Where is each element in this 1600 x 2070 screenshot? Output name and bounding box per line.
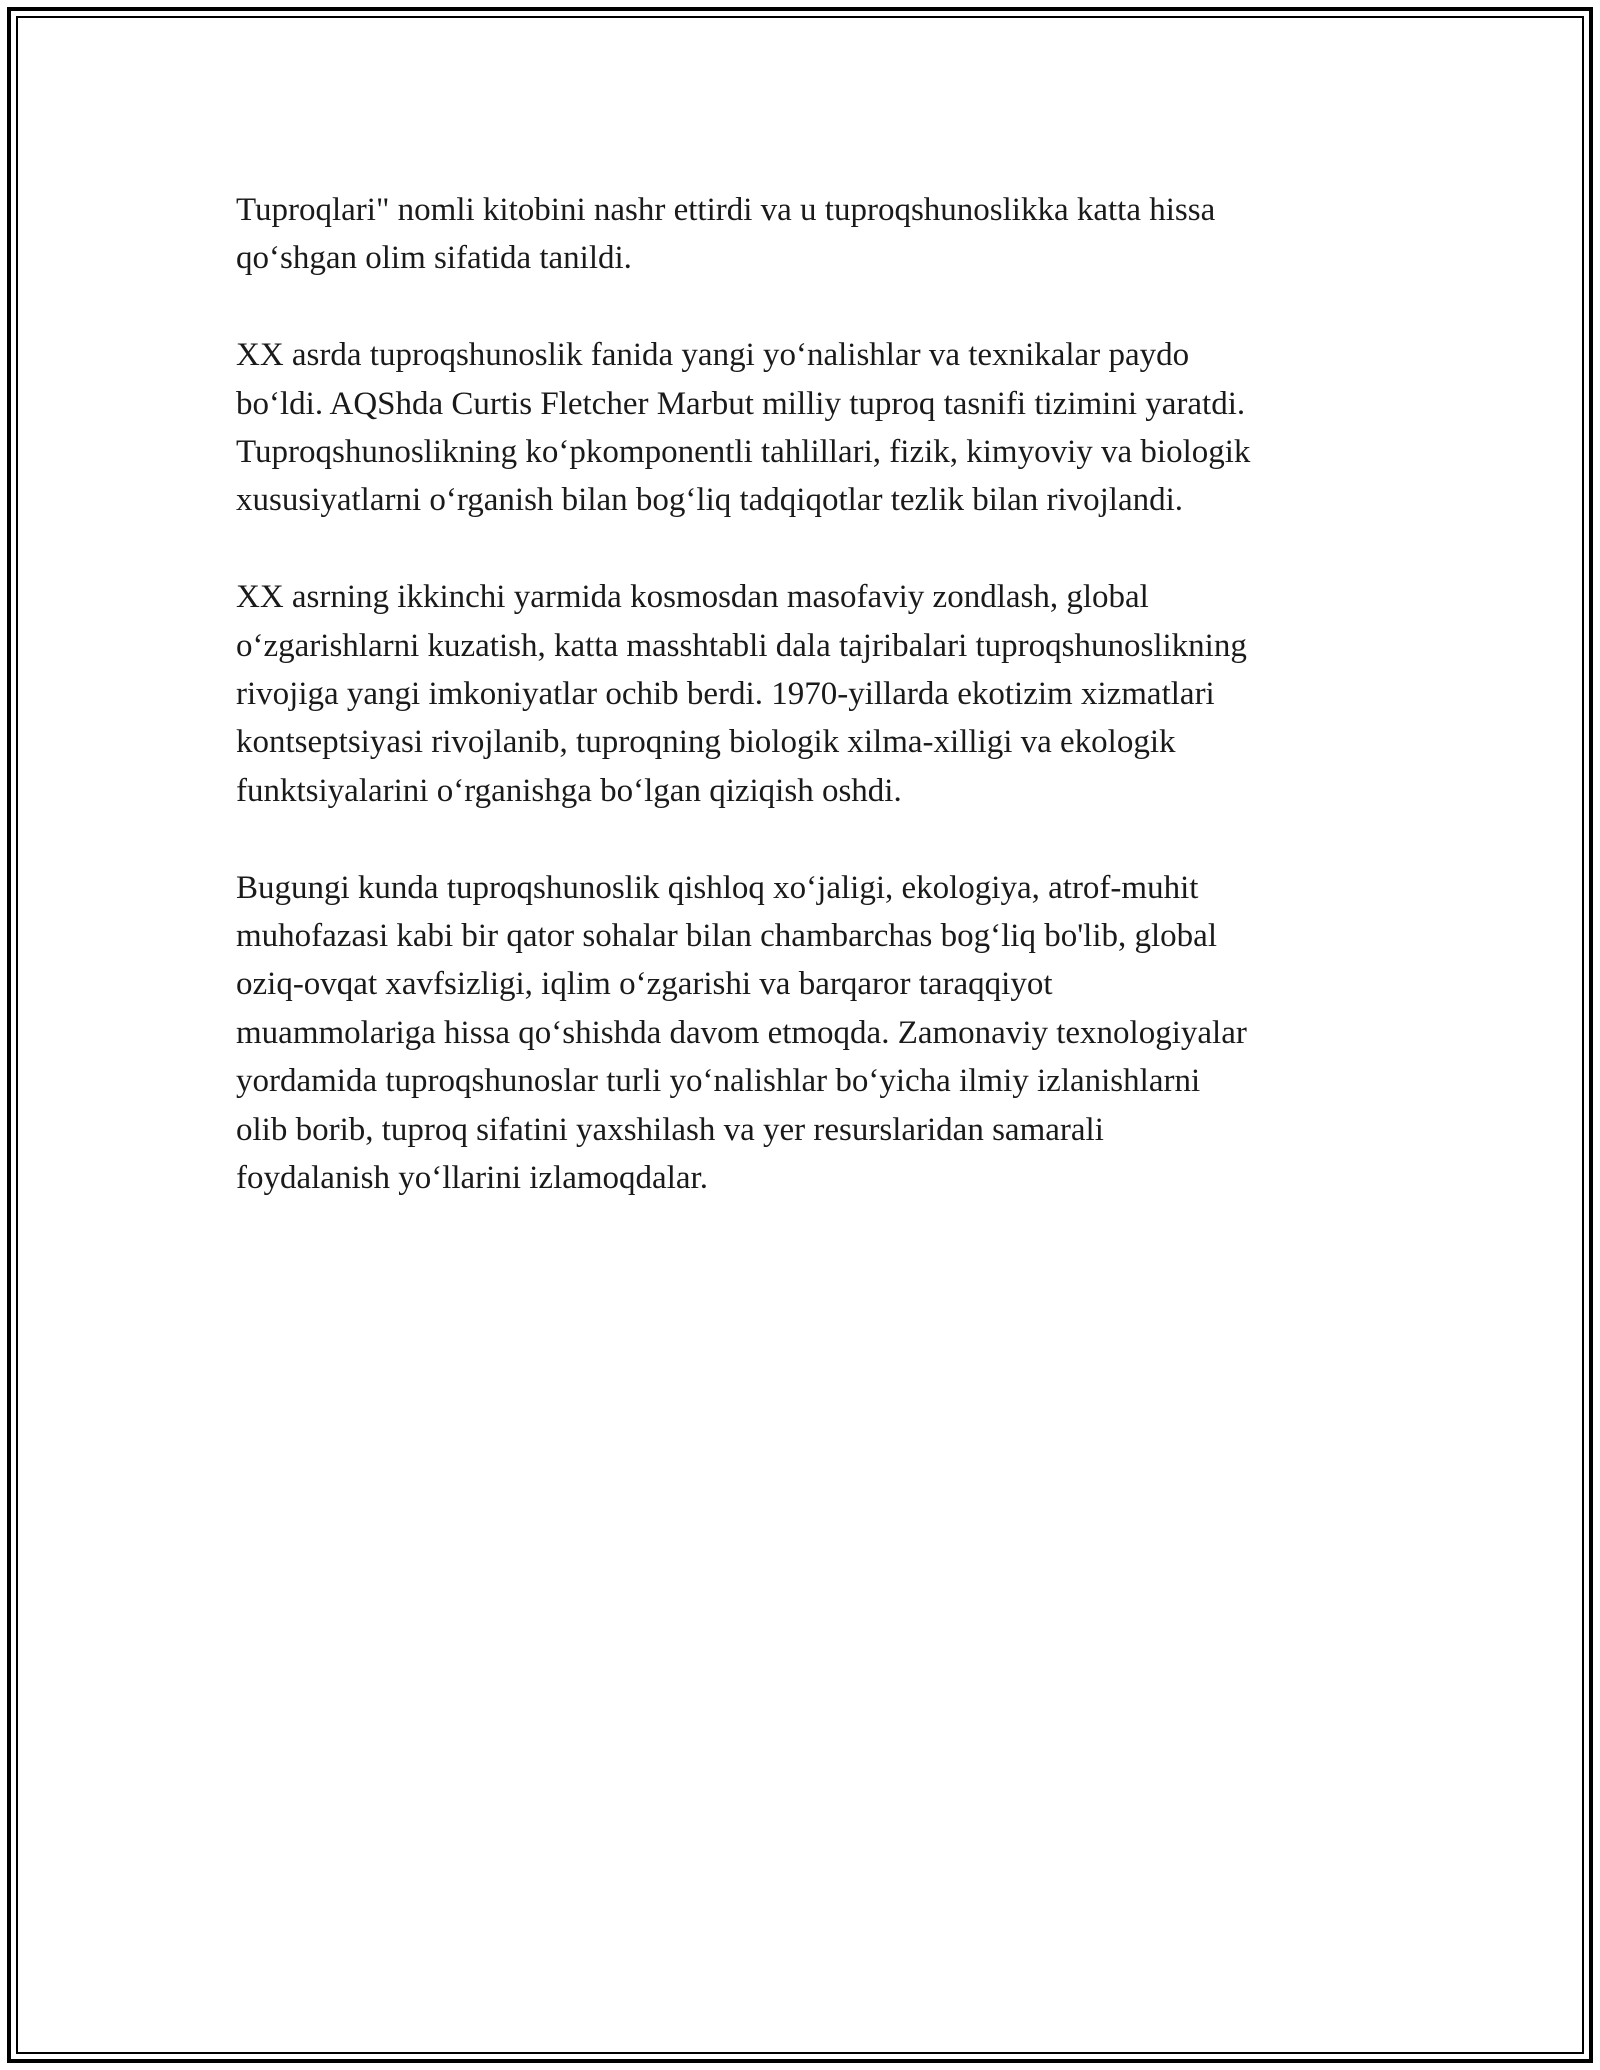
text-line: kontseptsiyasi rivojlanib, tuproqning biologik xilma-xilligi va ekologik <box>236 724 1176 761</box>
text-line: muammolariga hissa qo‘shishda davom etmoqda. Zamonaviy texnologiyalar <box>236 1014 1247 1051</box>
text-line: Bugungi kunda tuproqshunoslik qishloq xo‘jaligi, ekologiya, atrof-muhit <box>236 869 1199 906</box>
text-line: yordamida tuproqshunoslar turli yo‘nalishlar bo‘yicha ilmiy izlanishlarni <box>236 1063 1201 1100</box>
text-line: Tuproqlari" nomli kitobini nashr ettirdi va u tuproqshunoslikka katta hissa <box>236 192 1216 228</box>
paragraph-1 <box>236 186 1376 283</box>
text-line: XX asrning ikkinchi yarmida kosmosdan masofaviy zondlash, global <box>236 579 1149 616</box>
text-line: XX asrda tuproqshunoslik fanida yangi yo‘nalishlar va texnikalar paydo <box>236 337 1190 374</box>
text-line: olib borib, tuproq sifatini yaxshilash va yer resurslaridan samarali <box>236 1111 1104 1148</box>
text-line: xususiyatlarni o‘rganish bilan bog‘liq tadqiqotlar tezlik bilan rivojlandi. <box>236 482 1184 519</box>
text-line: rivojiga yangi imkoniyatlar ochib berdi. 1970-yillarda ekotizim xizmatlari <box>236 676 1215 713</box>
text-line: o‘zgarishlarni kuzatish, katta masshtabli dala tajribalari tuproqshunoslikning <box>236 627 1247 664</box>
text-line: oziq-ovqat xavfsizligi, iqlim o‘zgarishi va barqaror taraqqiyot <box>236 966 1053 1003</box>
paragraph-3 <box>236 573 1376 815</box>
paragraph-2 <box>236 331 1376 525</box>
text-line: bo‘ldi. AQShda Curtis Fletcher Marbut milliy tuproq tasnifi tizimini yaratdi. <box>236 385 1246 422</box>
document-body <box>236 186 1376 1251</box>
text-line: muhofazasi kabi bir qator sohalar bilan chambarchas bog‘liq bo'lib, global <box>236 918 1217 955</box>
text-line: funktsiyalarini o‘rganishga bo‘lgan qiziqish oshdi. <box>236 772 902 809</box>
paragraph-4 <box>236 864 1376 1203</box>
text-line: Tuproqshunoslikning ko‘pkomponentli tahlillari, fizik, kimyoviy va biologik <box>236 434 1251 471</box>
text-line: qo‘shgan olim sifatida tanildi. <box>236 240 632 277</box>
text-line: foydalanish yo‘llarini izlamoqdalar. <box>236 1160 708 1197</box>
